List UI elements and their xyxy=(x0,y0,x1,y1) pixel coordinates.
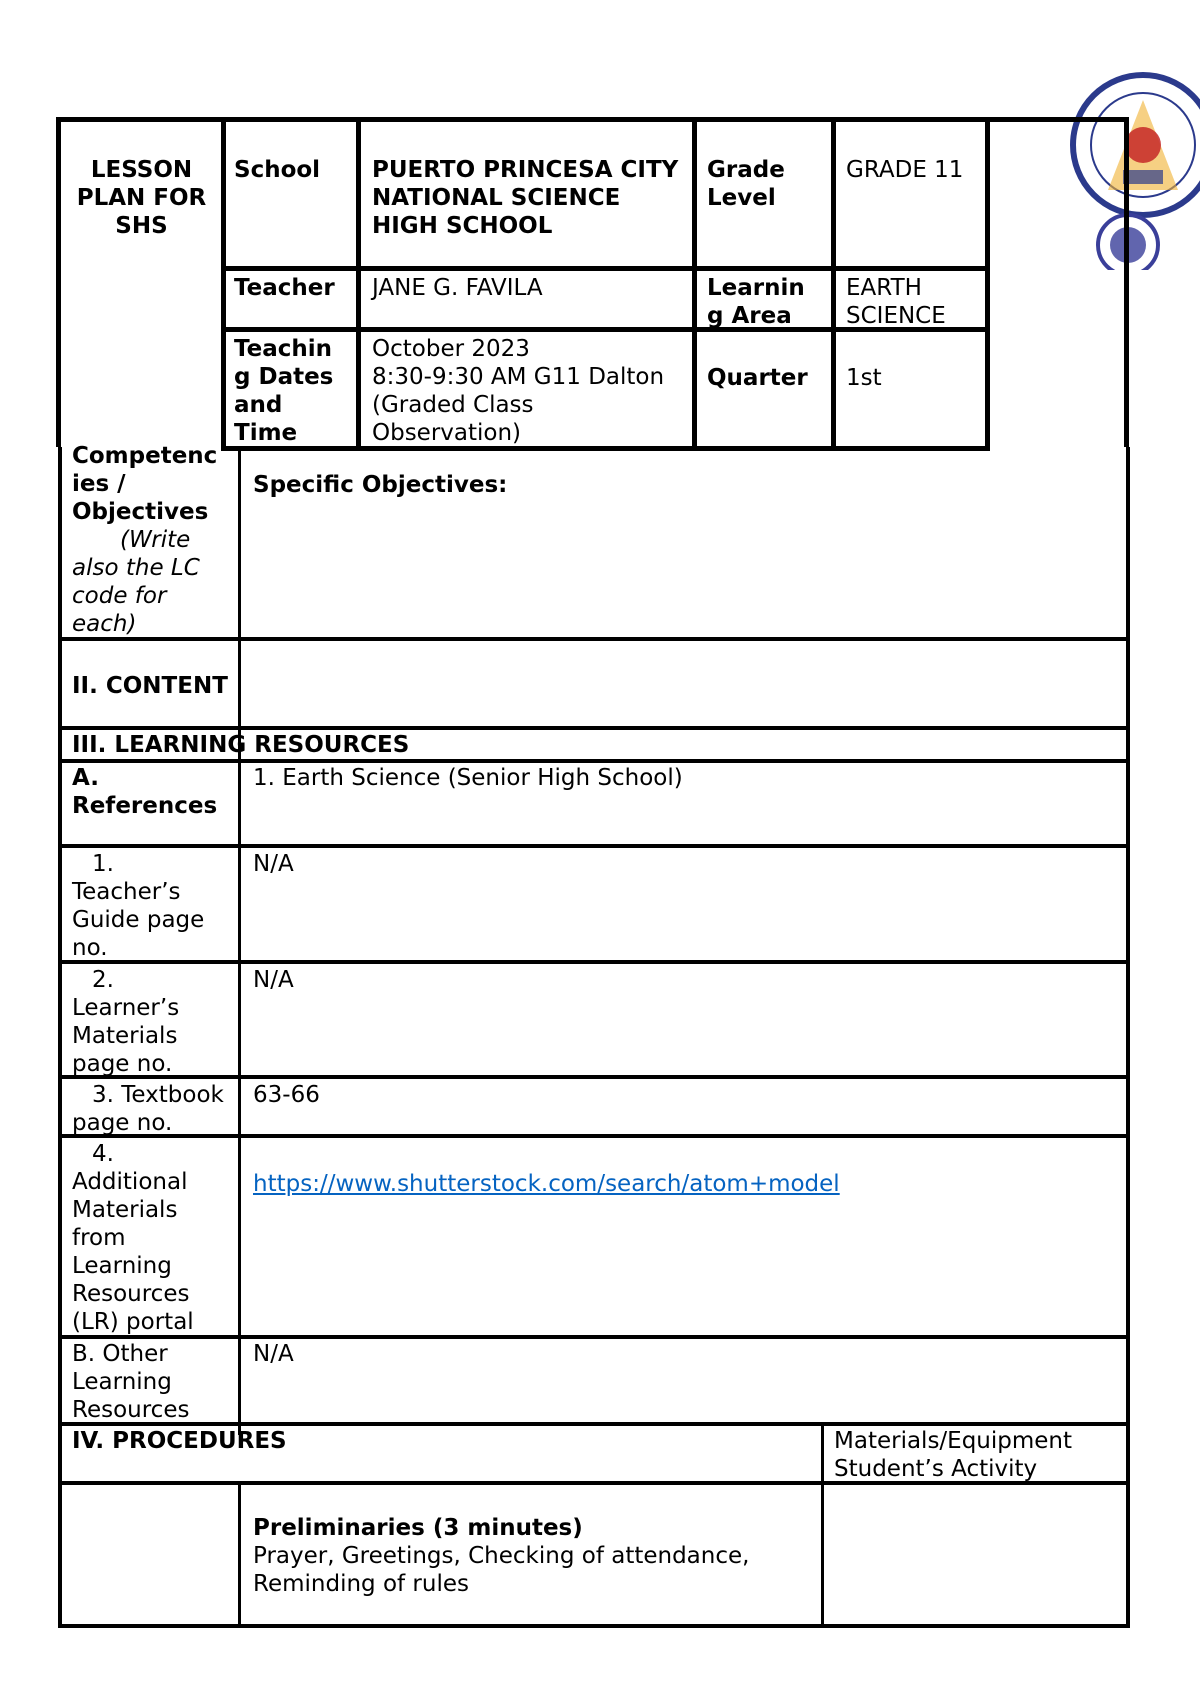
materials-equipment-label: Materials/Equipment xyxy=(834,1428,1073,1454)
preliminaries-cell xyxy=(243,1512,819,1600)
school-seal-logo xyxy=(1068,70,1200,270)
shutterstock-link[interactable]: https://www.shutterstock.com/search/atom+model xyxy=(253,1171,840,1197)
learners-materials-value: N/A xyxy=(253,967,294,993)
teacher-label: Teacher xyxy=(234,275,335,301)
preliminaries-title: Preliminaries (3 minutes) xyxy=(253,1515,583,1541)
additional-materials-value xyxy=(243,1168,1123,1200)
quarter-label: Quarter xyxy=(707,365,808,391)
teaching-date-month: October 2023 xyxy=(372,336,530,362)
objectives-label xyxy=(62,442,238,638)
school-label: School xyxy=(234,157,321,183)
lesson-plan-title: LESSON PLAN FOR SHS xyxy=(76,157,207,239)
learning-area-value: EARTH SCIENCE xyxy=(846,275,946,329)
content-value xyxy=(243,670,1123,674)
quarter-value: 1st xyxy=(846,365,882,391)
textbook-label: 3. Textbook page no. xyxy=(72,1082,224,1136)
grade-level-value: GRADE 11 xyxy=(846,157,964,183)
other-resources-value: N/A xyxy=(253,1341,294,1367)
teachers-guide-label: 1. Teacher’s Guide page no. xyxy=(72,851,205,961)
school-value: PUERTO PRINCESA CITY NATIONAL SCIENCE HIGH SCHOOL xyxy=(372,157,679,239)
teaching-time: 8:30-9:30 AM G11 Dalton xyxy=(372,364,665,390)
content-label: II. CONTENT xyxy=(72,673,228,699)
procedures-heading: IV. PROCEDURES xyxy=(72,1428,287,1454)
students-activity-label: Student’s Activity xyxy=(834,1456,1038,1482)
references-value: 1. Earth Science (Senior High School) xyxy=(253,765,683,791)
learning-resources-heading: III. LEARNING RESOURCES xyxy=(72,732,410,758)
teachers-guide-value: N/A xyxy=(253,851,294,877)
other-resources-label: B. Other Learning Resources xyxy=(72,1341,190,1423)
references-label: A. References xyxy=(72,765,218,819)
competencies-objectives: Competenc ies / Objectives xyxy=(72,443,218,525)
lc-code-note: (Write also the LC code for each) xyxy=(72,527,200,637)
specific-objectives: Specific Objectives: xyxy=(253,472,508,498)
teacher-value: JANE G. FAVILA xyxy=(372,275,543,301)
teaching-note: (Graded Class Observation) xyxy=(372,392,534,446)
additional-materials-label: 4. Additional Materials from Learning Resources (LR) portal xyxy=(72,1141,194,1335)
learners-materials-label: 2. Learner’s Materials page no. xyxy=(72,967,180,1077)
materials-header xyxy=(824,1425,1124,1485)
preliminaries-text: Prayer, Greetings, Checking of attendance, Reminding of rules xyxy=(253,1543,750,1597)
teaching-dates-value xyxy=(362,333,692,449)
textbook-value: 63-66 xyxy=(253,1082,320,1108)
learning-area-label: Learnin g Area xyxy=(707,275,805,329)
grade-level-label: Grade Level xyxy=(707,157,785,211)
teaching-dates-label: Teachin g Dates and Time xyxy=(234,336,334,446)
